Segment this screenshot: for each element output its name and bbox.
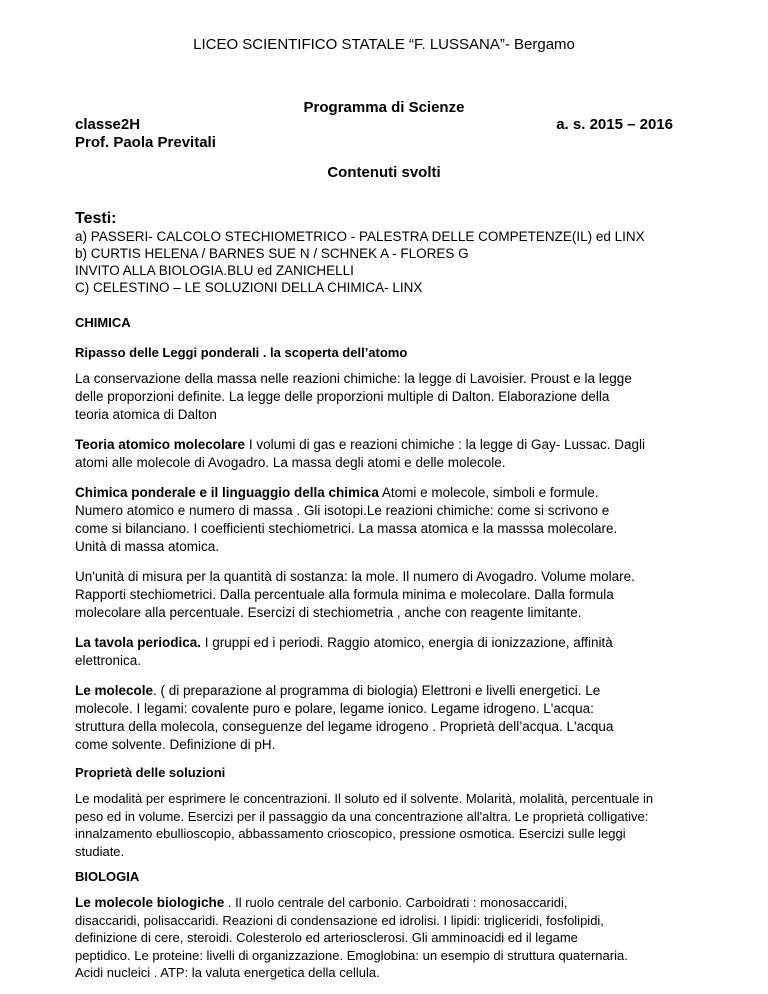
school-name: LICEO SCIENTIFICO STATALE “F. LUSSANA”- Bergamo (193, 36, 575, 53)
texts-heading: Testi: (75, 210, 117, 227)
professor-name: Prof. Paola Previtali (75, 134, 216, 151)
contents-heading: Contenuti svolti (327, 164, 441, 181)
paragraph-atomic-theory: Teoria atomico molecolare I volumi di gas e reazioni chimiche : la legge di Gay- Lussac. Dagli atomi alle molecole di Avogadro. La massa degli atomi e delle molecole. (75, 437, 645, 470)
paragraph-mole: Un'unità di misura per la quantità di sostanza: la mole. Il numero di Avogadro. Volume molare. Rapporti stechiometrici. Dalla percentuale alla formula minima e molecolare. Dalla formula molecolare alla percentuale. Esercizi di stechiometria , anche con reagente limitante. (75, 569, 635, 620)
texts-line-2: b) CURTIS HELENA / BARNES SUE N / SCHNEK A - FLORES G (75, 246, 469, 261)
chemistry-heading: CHIMICA (75, 315, 131, 330)
program-title: Programma di Scienze (303, 99, 465, 116)
paragraph-biological-molecules: Le molecole biologiche . Il ruolo centrale del carbonio. Carboidrati : monosaccaridi, disaccaridi, polisaccaridi. Reazioni di condensazione ed idrolisi. I lipidi: trigliceridi, fosfolipidi, definizione di cere, steroidi. Colesterolo ed arteriosclerosi. Gli amminoacidi ed il legame peptidico. Le proteine: livelli di organizzazione. Emoglobina: un esempio di struttura quaternaria. Acidi nucleici . ATP: la valuta energetica della cellula. (75, 895, 628, 980)
paragraph-conservation: La conservazione della massa nelle reazioni chimiche: la legge di Lavoisier. Proust e la legge delle proporzioni definite. La legge delle proporzioni multiple di Dalton. Elaborazione della teoria atomica di Dalton (75, 371, 632, 422)
texts-line-4: C) CELESTINO – LE SOLUZIONI DELLA CHIMICA- LINX (75, 280, 423, 295)
chemistry-subheading-2: Proprietà delle soluzioni (75, 765, 226, 780)
school-year: a. s. 2015 – 2016 (556, 116, 673, 133)
paragraph-molecules: Le molecole. ( di preparazione al programma di biologia) Elettroni e livelli energetici. Le molecole. I legami: covalente puro e polare, legame ionico. Legame idrogeno. L'acqua: struttura della molecola, conseguenze del legame idrogeno . Proprietà dell’acqua. L'acqua come solvente. Definizione di pH. (75, 683, 614, 752)
paragraph-solutions: Le modalità per esprimere le concentrazioni. Il soluto ed il solvente. Molarità, molalità, percentuale in peso ed in volume. Esercizi per il passaggio da una concentrazione all'altra. Le proprietà colligative: innalzamento ebullioscopio, abbassamento crioscopico, pressione osmotica. Esercizi sulle leggi studiate. (75, 791, 654, 859)
paragraph-chemical-language: Chimica ponderale e il linguaggio della chimica Atomi e molecole, simboli e formule. Numero atomico e numero di massa . Gli isotopi.Le reazioni chimiche: come si scrivono e come si bilanciano. I coefficienti stechiometrici. La massa atomica e la masssa molecolare. Unità di massa atomica. (75, 485, 618, 554)
texts-line-1: a) PASSERI- CALCOLO STECHIOMETRICO - PALESTRA DELLE COMPETENZE(IL) ed LINX (75, 229, 645, 244)
class-label: classe2H (75, 116, 141, 133)
biology-heading: BIOLOGIA (75, 869, 140, 884)
paragraph-periodic-table: La tavola periodica. I gruppi ed i periodi. Raggio atomico, energia di ionizzazione, affinità elettronica. (75, 635, 613, 668)
texts-line-3: INVITO ALLA BIOLOGIA.BLU ed ZANICHELLI (75, 263, 354, 278)
document-body (75, 209, 685, 982)
chemistry-subheading-1: Ripasso delle Leggi ponderali . la scoperta dell’atomo (75, 345, 408, 360)
